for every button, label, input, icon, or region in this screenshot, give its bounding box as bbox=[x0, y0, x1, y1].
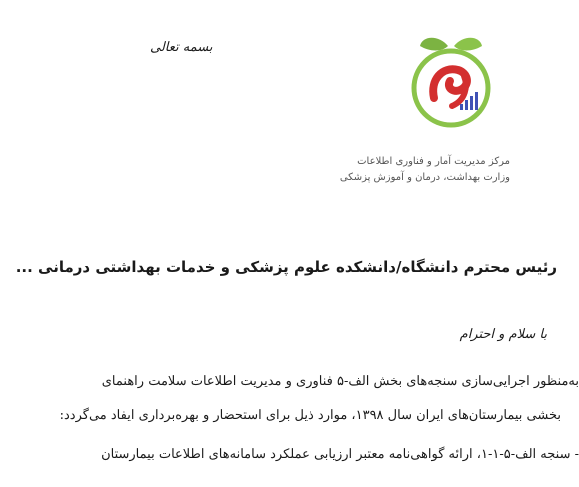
paragraph-line: به‌منظور اجرایی‌سازی سنجه‌های بخش الف-۵ فناوری و مدیریت اطلاعات سلامت راهنمای bbox=[101, 374, 579, 389]
letter-recipient: رئیس محترم دانشگاه/دانشکده علوم پزشکی و خدمات بهداشتی درمانی ... bbox=[15, 258, 557, 276]
bismillah-heading: بسمه تعالی bbox=[150, 40, 213, 55]
organization-name-line-1: مرکز مدیریت آمار و فناوری اطلاعات bbox=[357, 156, 510, 167]
medical-apple-chart-logo-icon bbox=[408, 32, 494, 132]
letter-salutation: با سلام و احترام bbox=[459, 327, 547, 342]
organization-name-line-2: وزارت بهداشت، درمان و آموزش پزشکی bbox=[339, 172, 510, 183]
paragraph-line: بخشی بیمارستان‌های ایران سال ۱۳۹۸، موارد ذیل برای استحضار و بهره‌برداری ایفاد می‌گردد: bbox=[59, 408, 561, 423]
organization-logo-block bbox=[339, 32, 530, 192]
bullet-item: - سنجه الف-۵-۱-۱، ارائه گواهی‌نامه معتبر ارزیابی عملکرد سامانه‌های اطلاعات بیمارستان bbox=[101, 447, 579, 462]
